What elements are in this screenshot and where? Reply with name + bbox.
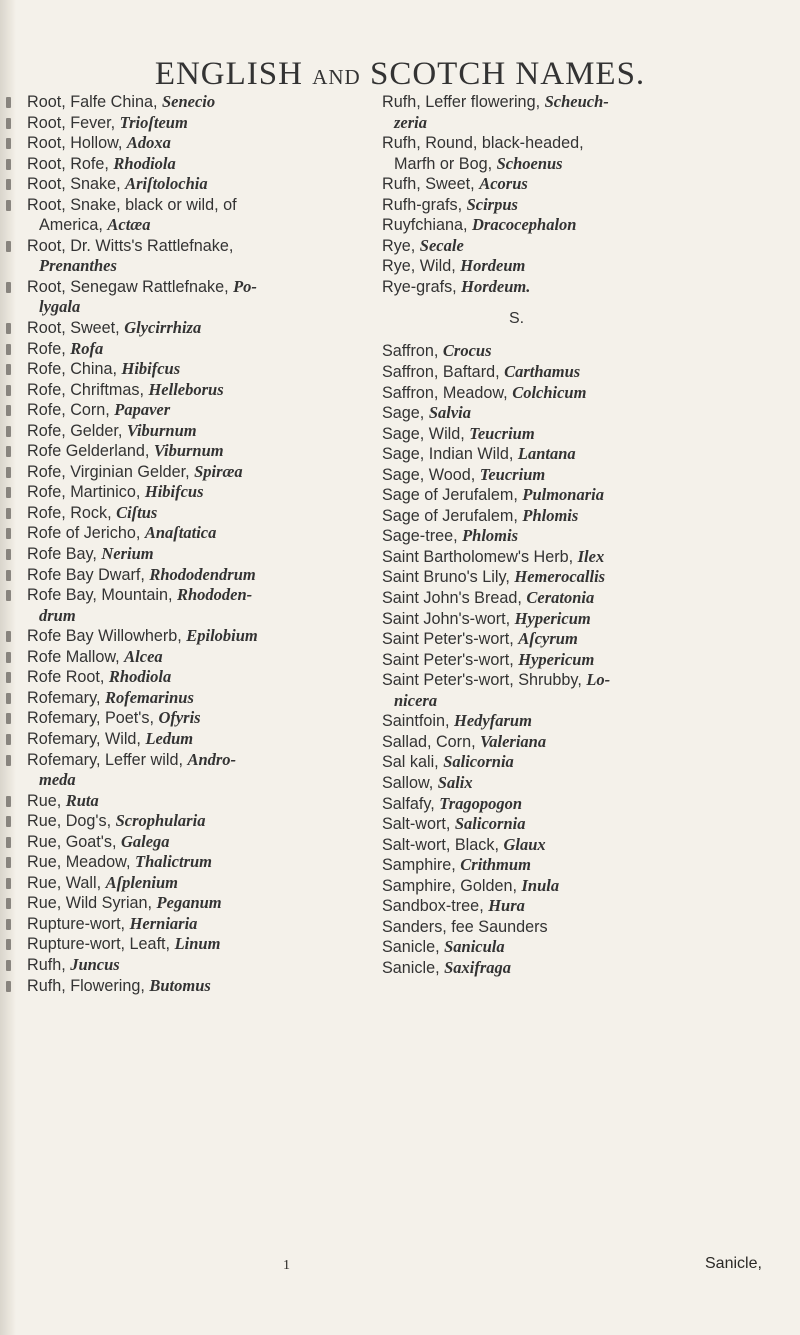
index-entry — [27, 339, 357, 360]
latin-name: Viburnum — [153, 441, 224, 461]
common-name: Rue, Wall, — [27, 873, 106, 892]
latin-name: Papaver — [114, 400, 171, 420]
latin-name: Herniaria — [129, 913, 198, 933]
common-name: Saint Peter's-wort, Shrubby, — [382, 671, 587, 690]
common-name: Saint John's-wort, — [382, 609, 515, 628]
index-entry — [27, 914, 357, 935]
latin-name: Phlomis — [462, 526, 519, 546]
common-name: Saffron, Meadow, — [382, 383, 513, 402]
common-name: Rofemary, Poet's, — [27, 709, 159, 728]
latin-name: Carthamus — [504, 362, 581, 382]
latin-name: Saxifraga — [444, 957, 512, 977]
index-entry — [27, 236, 357, 277]
latin-name: Acorus — [479, 174, 528, 194]
common-name: Rupture-wort, Leaft, — [27, 935, 175, 954]
index-entry — [382, 752, 782, 773]
index-entry — [27, 688, 357, 709]
index-entry — [27, 277, 357, 318]
latin-name: Glycirrhiza — [124, 318, 202, 338]
common-name: Salfafy, — [382, 794, 440, 813]
common-name: Rofemary, Leffer wild, — [27, 750, 188, 769]
index-entry — [382, 917, 782, 938]
common-name: Rofe, China, — [27, 360, 122, 379]
page-number: 1 — [283, 1258, 290, 1273]
common-name: Saintfoin, — [382, 712, 454, 731]
common-name: Rufh, Round, black-headed, — [382, 134, 584, 153]
latin-name: Rhododen- — [176, 585, 253, 605]
common-name: Rufh, Flowering, — [27, 976, 150, 995]
latin-name: Epilobium — [186, 626, 258, 646]
latin-name: Galega — [120, 831, 170, 851]
latin-name: Glaux — [503, 834, 546, 854]
index-entry — [27, 503, 357, 524]
common-name: Root, Snake, — [27, 175, 126, 194]
index-entry — [382, 465, 782, 486]
latin-name: Teucrium — [469, 423, 535, 443]
latin-name: Ofyris — [158, 708, 201, 728]
index-entry — [382, 876, 782, 897]
latin-name: Pulmonaria — [522, 485, 604, 505]
latin-name: Scirpus — [466, 194, 518, 214]
latin-name: Teucrium — [479, 464, 546, 484]
index-entry — [27, 626, 357, 647]
latin-name: Scrophularia — [115, 811, 206, 831]
index-entry — [382, 711, 782, 732]
latin-name: Peganum — [156, 893, 222, 913]
index-entry — [382, 526, 782, 547]
latin-name: Hordeum — [460, 256, 526, 276]
index-entry — [382, 896, 782, 917]
index-entry — [382, 547, 782, 568]
index-entry — [27, 750, 357, 791]
common-name: Rofe, Chriftmas, — [27, 380, 149, 399]
common-name: Root, Hollow, — [27, 134, 127, 153]
index-entry — [382, 341, 782, 362]
latin-name: Po- — [233, 276, 257, 296]
latin-name: Lo- — [586, 670, 611, 690]
common-name: Rofemary, Wild, — [27, 729, 146, 748]
common-name: Rufh-grafs, — [382, 195, 467, 214]
common-name: Rofemary, — [27, 688, 105, 707]
latin-name-continued: nicera — [394, 690, 438, 710]
latin-name: Tragopogon — [439, 793, 523, 813]
latin-name: Hypericum — [514, 608, 591, 628]
common-name: Sallow, — [382, 773, 438, 792]
latin-name: Spiræa — [194, 461, 243, 481]
latin-name: Colchicum — [512, 382, 587, 402]
common-name: Sal kali, — [382, 753, 444, 772]
index-entry — [27, 174, 357, 195]
latin-name: Anaſtatica — [144, 523, 217, 543]
common-name: Root, Fever, — [27, 113, 120, 132]
common-name: Ruyfchiana, — [382, 216, 472, 235]
common-name: Sage, Wood, — [382, 465, 480, 484]
common-name: Root, Senegaw Rattlefnake, — [27, 277, 234, 296]
index-entry — [27, 462, 357, 483]
latin-name: Aſplenium — [105, 872, 178, 892]
common-name: Sallad, Corn, — [382, 732, 481, 751]
common-name: Rofe, Gelder, — [27, 421, 127, 440]
common-name: Rye, Wild, — [382, 257, 461, 276]
index-entry — [382, 814, 782, 835]
latin-name: Salicornia — [454, 814, 526, 834]
index-entry — [382, 506, 782, 527]
entry-continuation — [27, 256, 357, 277]
latin-name: Ledum — [145, 728, 194, 748]
header-title-part2: SCOTCH NAMES. — [360, 56, 646, 92]
common-name: Rofe, Virginian Gelder, — [27, 462, 195, 481]
latin-name: Aſcyrum — [518, 629, 578, 649]
index-entry — [27, 421, 357, 442]
common-name: Rufh, — [27, 955, 71, 974]
entry-continuation — [27, 215, 357, 236]
index-entry — [382, 424, 782, 445]
common-name-continued: America, — [39, 216, 108, 235]
common-name: Sage of Jerufalem, — [382, 506, 523, 525]
common-name: Rofe Bay, — [27, 545, 102, 564]
index-entry — [27, 852, 357, 873]
latin-name: Ciſtus — [116, 502, 158, 522]
common-name: Saint John's Bread, — [382, 589, 527, 608]
common-name: Rue, Dog's, — [27, 812, 116, 831]
index-entry — [382, 629, 782, 650]
latin-name: Inula — [521, 875, 560, 895]
index-entry — [382, 609, 782, 630]
index-entry — [382, 485, 782, 506]
latin-name: Rhododendrum — [149, 564, 256, 584]
index-entry — [382, 133, 782, 174]
common-name: Rue, Meadow, — [27, 853, 135, 872]
index-entry — [382, 215, 782, 236]
common-name: Saffron, — [382, 342, 443, 361]
index-entry — [382, 588, 782, 609]
latin-name: Prenanthes — [39, 256, 117, 276]
index-entry — [382, 256, 782, 277]
index-entry — [382, 855, 782, 876]
index-entry — [382, 773, 782, 794]
header-title-part1: ENGLISH — [154, 56, 313, 92]
common-name: Rofe, — [27, 339, 71, 358]
right-column-r-entries — [382, 92, 782, 297]
index-entry — [382, 362, 782, 383]
latin-name: Hibifcus — [121, 359, 181, 379]
latin-name: Crithmum — [460, 855, 531, 875]
latin-name: Salix — [437, 772, 473, 792]
index-entry — [382, 937, 782, 958]
common-name: Saffron, Baftard, — [382, 363, 505, 382]
index-entry — [27, 955, 357, 976]
latin-name-continued: meda — [39, 770, 76, 790]
index-entry — [382, 236, 782, 257]
index-entry — [382, 650, 782, 671]
index-entry — [27, 154, 357, 175]
index-entry — [27, 523, 357, 544]
index-entry — [382, 567, 782, 588]
right-column-s-entries — [382, 341, 782, 978]
latin-name: Rhodiola — [108, 667, 172, 687]
index-entry — [27, 585, 357, 626]
common-name: Rufh, Sweet, — [382, 175, 480, 194]
common-name: Root, Dr. Witts's Rattlefnake, — [27, 236, 234, 255]
index-entry — [27, 400, 357, 421]
latin-name: Schoenus — [496, 153, 563, 173]
common-name: Saint Peter's-wort, — [382, 630, 519, 649]
latin-name: Andro- — [187, 749, 237, 769]
common-name: Rofe, Martinico, — [27, 483, 145, 502]
common-name: Salt-wort, — [382, 815, 455, 834]
index-entry — [27, 441, 357, 462]
latin-name: Valeriana — [480, 731, 547, 751]
common-name: Sage, — [382, 404, 429, 423]
index-entry — [27, 791, 357, 812]
latin-name: Lantana — [517, 444, 576, 464]
index-entry — [27, 708, 357, 729]
index-entry — [27, 647, 357, 668]
latin-name: Helleborus — [148, 379, 224, 399]
common-name: Sage, Wild, — [382, 424, 470, 443]
latin-name: Hemerocallis — [514, 567, 606, 587]
latin-name: Hordeum. — [461, 276, 531, 296]
latin-name: Ceratonia — [526, 588, 595, 608]
common-name: Rufh, Leffer flowering, — [382, 93, 545, 111]
latin-name: Sanicula — [444, 937, 505, 957]
latin-name: Rofa — [70, 338, 104, 358]
section-letter-s: S. — [509, 310, 525, 328]
index-entry — [27, 565, 357, 586]
common-name: Saint Peter's-wort, — [382, 650, 519, 669]
common-name: Sanicle, — [382, 938, 445, 957]
latin-name: Rhodiola — [113, 153, 176, 173]
index-entry — [27, 92, 357, 113]
latin-name: Actæa — [107, 215, 151, 235]
latin-name: Juncus — [70, 954, 120, 974]
index-entry — [382, 794, 782, 815]
common-name: Rofe, Corn, — [27, 401, 115, 420]
index-entry — [27, 380, 357, 401]
common-name: Rupture-wort, — [27, 914, 130, 933]
common-name: Rofe Bay, Mountain, — [27, 586, 177, 605]
index-entry — [27, 873, 357, 894]
latin-name: Dracocephalon — [471, 215, 577, 235]
common-name: Sage-tree, — [382, 527, 463, 546]
entry-continuation — [382, 154, 782, 175]
common-name: Saint Bartholomew's Herb, — [382, 547, 578, 566]
common-name: Samphire, Golden, — [382, 876, 522, 895]
common-name: Sanders, fee Saunders — [382, 917, 548, 936]
index-entry — [382, 835, 782, 856]
index-entry — [27, 318, 357, 339]
index-entry — [382, 277, 782, 298]
common-name: Sage, Indian Wild, — [382, 445, 518, 464]
index-entry — [27, 544, 357, 565]
page-header — [0, 56, 800, 93]
latin-name: Scheuch- — [544, 92, 609, 111]
index-entry — [27, 893, 357, 914]
latin-name: Linum — [174, 934, 221, 954]
latin-name: Adoxa — [126, 133, 171, 153]
common-name: Rofe of Jericho, — [27, 524, 145, 543]
latin-name: Butomus — [149, 975, 211, 995]
latin-name: Senecio — [161, 92, 216, 111]
common-name: Sanicle, — [382, 958, 445, 977]
index-entry — [27, 729, 357, 750]
index-entry — [27, 113, 357, 134]
common-name: Rofe Gelderland, — [27, 442, 154, 461]
latin-name-continued: drum — [39, 605, 76, 625]
latin-name: Ruta — [65, 790, 99, 810]
latin-name-continued: lygala — [39, 297, 81, 317]
common-name: Rye-grafs, — [382, 277, 462, 296]
index-entry — [27, 195, 357, 236]
index-entry — [382, 174, 782, 195]
latin-name: Nerium — [101, 544, 154, 564]
latin-name: Hypericum — [518, 649, 595, 669]
latin-name: Hura — [488, 896, 525, 916]
index-entry — [27, 133, 357, 154]
index-entry — [382, 444, 782, 465]
latin-name: Hibifcus — [144, 482, 204, 502]
latin-name: Secale — [419, 235, 464, 255]
common-name: Salt-wort, Black, — [382, 835, 504, 854]
index-entry — [27, 359, 357, 380]
latin-name: Phlomis — [522, 505, 579, 525]
common-name: Rue, Wild Syrian, — [27, 894, 157, 913]
common-name: Root, Sweet, — [27, 319, 125, 338]
index-entry — [382, 383, 782, 404]
common-name: Rofe Mallow, — [27, 647, 125, 666]
latin-name: Ariſtolochia — [125, 174, 208, 194]
latin-name: Salvia — [428, 403, 471, 423]
header-title-and: AND — [312, 65, 361, 89]
common-name: Rofe Bay Willowherb, — [27, 627, 187, 646]
index-entry — [27, 934, 357, 955]
common-name: Root, Snake, black or wild, of — [27, 195, 237, 214]
latin-name: Rofemarinus — [104, 687, 194, 707]
common-name: Root, Falfe China, — [27, 93, 162, 111]
common-name: Rue, — [27, 791, 66, 810]
latin-name: Alcea — [124, 646, 163, 666]
latin-name: Ilex — [577, 546, 605, 566]
index-entry — [382, 92, 782, 133]
common-name-continued: Marfh or Bog, — [394, 154, 497, 173]
common-name: Rue, Goat's, — [27, 832, 121, 851]
latin-name: Trioſteum — [119, 112, 188, 132]
index-entry — [382, 732, 782, 753]
latin-name: Viburnum — [126, 420, 197, 440]
left-column — [27, 92, 357, 996]
index-entry — [27, 976, 357, 997]
common-name: Rye, — [382, 236, 420, 255]
common-name: Samphire, — [382, 856, 461, 875]
right-column — [382, 92, 782, 978]
common-name: Rofe, Rock, — [27, 503, 117, 522]
latin-name: Thalictrum — [134, 852, 212, 872]
index-entry — [27, 811, 357, 832]
index-entry — [382, 670, 782, 711]
common-name: Rofe Root, — [27, 668, 109, 687]
latin-name: Salicornia — [443, 752, 514, 772]
index-entry — [27, 667, 357, 688]
index-entry — [382, 958, 782, 979]
common-name: Sage of Jerufalem, — [382, 486, 523, 505]
common-name: Rofe Bay Dwarf, — [27, 565, 150, 584]
index-entry — [382, 195, 782, 216]
common-name: Sandbox-tree, — [382, 897, 489, 916]
index-entry — [27, 832, 357, 853]
index-entry — [382, 403, 782, 424]
latin-name-continued: zeria — [394, 112, 427, 132]
index-entry — [27, 482, 357, 503]
common-name: Saint Bruno's Lily, — [382, 568, 515, 587]
latin-name: Crocus — [442, 341, 492, 361]
catchword: Sanicle, — [705, 1255, 762, 1272]
common-name: Root, Rofe, — [27, 154, 114, 173]
latin-name: Hedyfarum — [454, 711, 532, 731]
